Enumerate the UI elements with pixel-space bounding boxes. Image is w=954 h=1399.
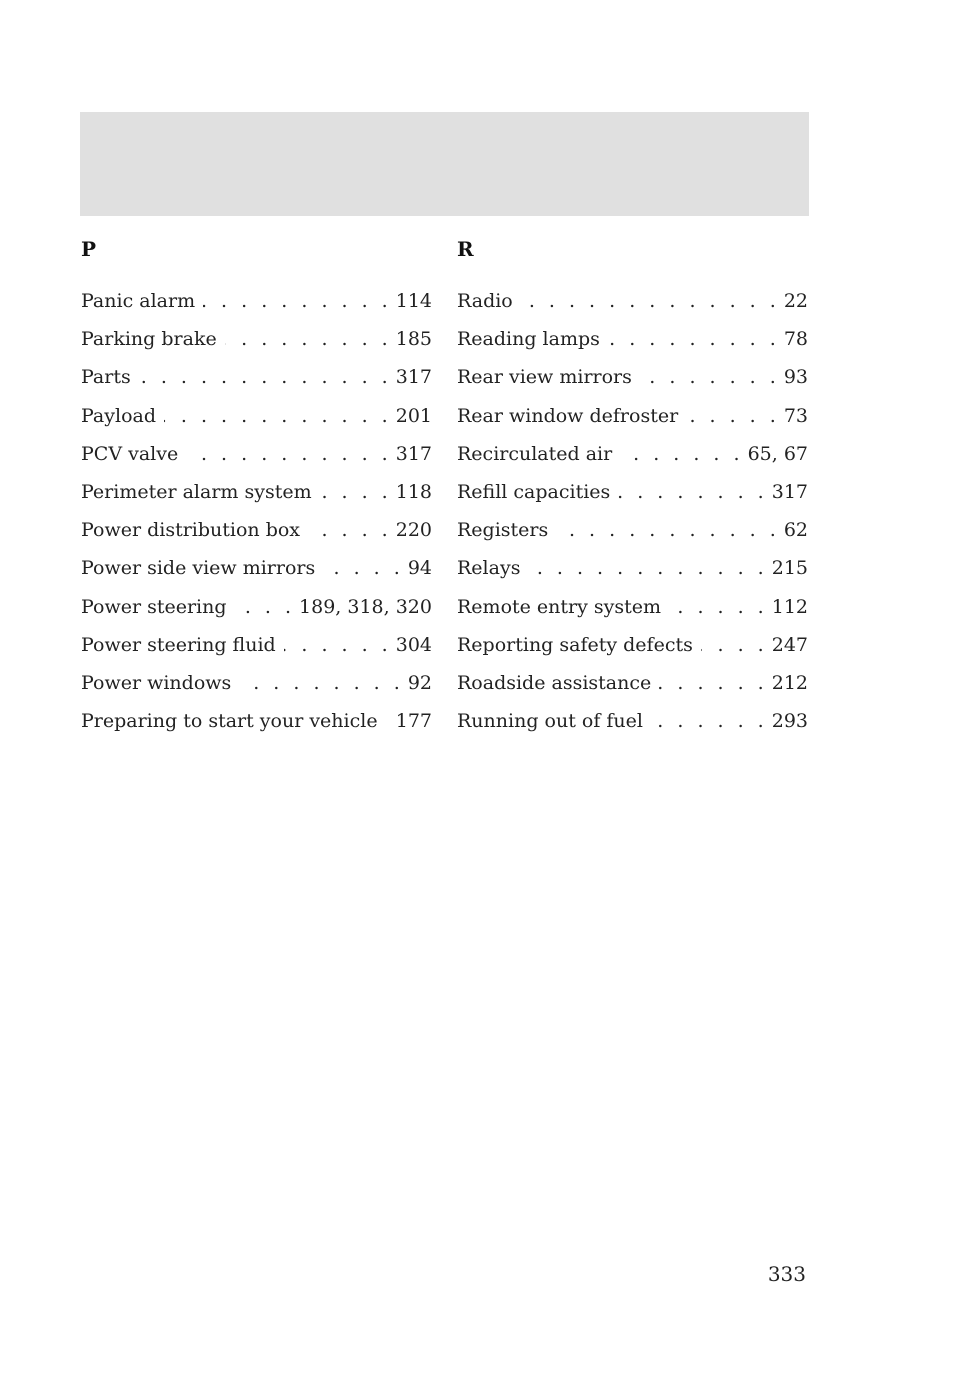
entry-page: 93 (783, 366, 808, 389)
index-entry (81, 326, 432, 364)
dot-leader (164, 403, 392, 429)
entry-page: 247 (771, 633, 808, 656)
index-entry (81, 403, 432, 441)
entry-term: Rear view mirrors (457, 366, 632, 389)
dot-leader (669, 594, 768, 620)
index-entry (457, 517, 808, 555)
index-entry (457, 555, 808, 593)
index-entry (457, 364, 808, 402)
entry-term: Relays (457, 557, 521, 580)
entry-term: Perimeter alarm system (81, 480, 312, 503)
entry-term: Roadside assistance (457, 671, 652, 694)
dot-leader (239, 670, 404, 696)
index-entry (81, 517, 432, 555)
entry-term: Power steering fluid (81, 633, 276, 656)
index-entry (81, 708, 432, 746)
entry-page: 118 (395, 480, 432, 503)
index-list-p (81, 288, 432, 746)
entry-term: Power side view mirrors (81, 557, 316, 580)
entry-term: Rear window defroster (457, 404, 679, 427)
index-entry (457, 670, 808, 708)
index-entry (457, 326, 808, 364)
entry-page: 293 (771, 710, 808, 733)
index-entry (457, 441, 808, 479)
index-entry (457, 288, 808, 326)
entry-term: Recirculated air (457, 442, 613, 465)
dot-leader (556, 517, 780, 543)
entry-term: Running out of fuel (457, 710, 643, 733)
dot-leader (608, 326, 780, 352)
entry-term: PCV valve (81, 442, 179, 465)
entry-page: 94 (407, 557, 432, 580)
entry-page: 92 (407, 671, 432, 694)
entry-term: Panic alarm (81, 290, 196, 312)
entry-term: Registers (457, 519, 549, 542)
entry-term: Preparing to start your vehicle (81, 710, 378, 733)
entry-term: Payload (81, 404, 156, 427)
entry-page: 185 (395, 328, 432, 351)
entry-term: Power distribution box (81, 519, 301, 542)
dot-leader (701, 632, 768, 658)
entry-page: 189, 318, 320 (299, 595, 432, 618)
dot-leader (139, 364, 392, 390)
entry-page: 73 (783, 404, 808, 427)
entry-page: 317 (771, 480, 808, 503)
entry-page: 201 (395, 404, 432, 427)
entry-term: Refill capacities (457, 480, 611, 503)
index-entry (457, 632, 808, 670)
index-entry (457, 594, 808, 632)
index-entry (81, 364, 432, 402)
dot-leader (618, 479, 767, 505)
index-entry (457, 479, 808, 517)
dot-leader (521, 288, 780, 314)
index-entry (81, 479, 432, 517)
entry-term: Power steering (81, 595, 227, 618)
section-letter-p: P (81, 237, 97, 261)
index-entry (457, 403, 808, 441)
dot-leader (651, 708, 768, 734)
dot-leader (659, 670, 767, 696)
entry-page: 78 (783, 328, 808, 351)
entry-page: 215 (771, 557, 808, 580)
entry-term: Parking brake (81, 328, 217, 351)
dot-leader (320, 479, 392, 505)
entry-term: Power windows (81, 671, 232, 694)
entry-page: 317 (395, 366, 432, 389)
index-entry (457, 708, 808, 746)
index-column-r (457, 236, 808, 746)
index-entry (81, 594, 432, 632)
dot-leader (225, 326, 392, 352)
index-list-r (457, 288, 808, 746)
entry-page: 304 (395, 633, 432, 656)
index-column-p (81, 236, 432, 746)
dot-leader (528, 555, 767, 581)
entry-page: 212 (771, 671, 808, 694)
index-entry (81, 288, 432, 326)
entry-term: Remote entry system (457, 595, 662, 618)
entry-page: 112 (771, 595, 808, 618)
dot-leader (640, 364, 780, 390)
section-letter-r: R (457, 237, 474, 261)
entry-page: 220 (395, 519, 432, 542)
entry-page: 62 (783, 519, 808, 542)
page-number: 333 (767, 1262, 806, 1286)
entry-term: Reporting safety defects (457, 633, 693, 656)
index-entry (81, 670, 432, 708)
dot-leader (235, 594, 296, 620)
dot-leader (284, 632, 392, 658)
dot-leader (308, 517, 392, 543)
entry-page: 177 (395, 710, 432, 733)
entry-page: 65, 67 (747, 442, 808, 465)
entry-term: Reading lamps (457, 328, 600, 351)
index-entry (81, 441, 432, 479)
dot-leader (186, 441, 392, 467)
entry-page: 114 (395, 290, 432, 312)
entry-term: Radio (457, 290, 513, 312)
entry-page: 317 (395, 442, 432, 465)
dot-leader (203, 288, 392, 314)
dot-leader (686, 403, 780, 429)
entry-page: 22 (783, 290, 808, 312)
header-band (80, 112, 809, 216)
dot-leader (323, 555, 404, 581)
dot-leader (620, 441, 743, 467)
index-entry (81, 632, 432, 670)
entry-term: Parts (81, 366, 131, 389)
index-entry (81, 555, 432, 593)
